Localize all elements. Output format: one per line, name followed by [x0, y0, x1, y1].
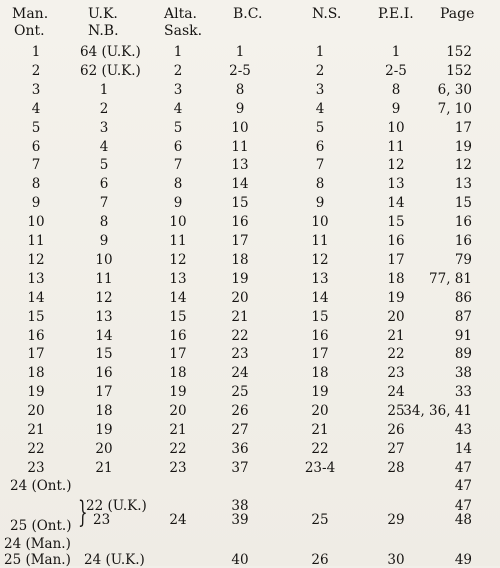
- cell-man-ont-row28: 25 (Man.): [4, 552, 71, 568]
- cell-alta-sask-row11: 11: [169, 233, 187, 249]
- cell-man-ont-row5: 5: [31, 119, 41, 136]
- cell-ns-row14: 14: [311, 289, 329, 306]
- cell-page-row2: 152: [446, 62, 472, 79]
- cell-alta-sask-row15: 15: [169, 308, 187, 325]
- cell-pei-row21: 26: [387, 422, 405, 438]
- cell-uk-nb-row16: 14: [95, 327, 113, 344]
- cell-man-ont-row27: 24 (Man.): [4, 536, 71, 552]
- cell-man-ont-row15: 15: [27, 308, 45, 325]
- cell-page-row5: 17: [454, 119, 472, 136]
- cell-uk-nb-row28: 24 (U.K.): [84, 552, 145, 568]
- cell-page-row7: 12: [454, 157, 472, 174]
- cell-bc-row2: 2-5: [229, 62, 251, 79]
- cell-pei-row20: 25: [387, 403, 405, 420]
- cell-page-row16: 91: [454, 327, 472, 344]
- cell-ns-row22: 22: [311, 440, 329, 457]
- cell-pei-row5: 10: [387, 119, 405, 136]
- cell-bc-row3: 8: [235, 81, 245, 98]
- cell-bc-row18: 24: [231, 365, 249, 382]
- cell-pei-row19: 24: [387, 384, 405, 401]
- cell-bc-row23: 37: [231, 459, 249, 476]
- cell-uk-nb-row13: 11: [95, 270, 113, 287]
- cell-man-ont-row23: 23: [27, 459, 45, 476]
- cell-pei-row17: 22: [387, 346, 405, 363]
- cell-pei-row23: 28: [387, 459, 405, 476]
- cell-ns-row6: 6: [315, 138, 325, 155]
- cell-man-ont-row7: 7: [31, 157, 41, 174]
- cell-alta-sask-row6: 6: [173, 138, 183, 155]
- header-nb: N.B.: [88, 23, 119, 39]
- header-man: Man.: [12, 6, 49, 22]
- cell-pei-row13: 18: [387, 270, 405, 287]
- cell-man-ont-row21: 21: [27, 422, 45, 438]
- cell-pei-row1: 1: [391, 44, 401, 60]
- cell-man-ont-row2: 2: [31, 62, 41, 79]
- header-page: Page: [440, 6, 475, 22]
- cell-ns-row28: 26: [311, 552, 329, 568]
- cell-alta-sask-row5: 5: [173, 119, 183, 136]
- cell-bc-row10: 16: [231, 214, 249, 231]
- cell-bc-row7: 13: [231, 157, 249, 174]
- cell-bc-row9: 15: [231, 195, 249, 212]
- cell-bc-row26: 39: [231, 512, 249, 528]
- cell-bc-row8: 14: [231, 176, 249, 193]
- cell-ns-row13: 13: [311, 270, 329, 287]
- cell-pei-row2: 2-5: [385, 62, 407, 79]
- cell-uk-nb-row4: 2: [99, 100, 109, 117]
- cell-ns-row21: 21: [311, 422, 329, 438]
- cell-alta-sask-row17: 17: [169, 346, 187, 363]
- cell-uk-nb-row15: 13: [95, 308, 113, 325]
- cell-bc-row19: 25: [231, 384, 249, 401]
- cell-pei-row28: 30: [387, 552, 405, 568]
- cell-pei-row9: 14: [387, 195, 405, 212]
- brace-glyph: }: [78, 495, 88, 530]
- cell-ns-row23: 23-4: [304, 459, 336, 476]
- cell-alta-sask-row19: 19: [169, 384, 187, 401]
- cell-page-row8: 13: [454, 176, 472, 193]
- cell-bc-row11: 17: [231, 233, 249, 249]
- cell-pei-row16: 21: [387, 327, 405, 344]
- cell-uk-nb-row14: 12: [95, 289, 113, 306]
- cell-pei-row14: 19: [387, 289, 405, 306]
- cell-ns-row4: 4: [315, 100, 325, 117]
- cell-alta-sask-row7: 7: [173, 157, 183, 174]
- cell-page-row24: 47: [454, 478, 472, 494]
- cell-page-row20: 34, 36, 41: [403, 403, 472, 420]
- cell-pei-row4: 9: [391, 100, 401, 117]
- cell-alta-sask-row23: 23: [169, 459, 187, 476]
- cell-ns-row7: 7: [315, 157, 325, 174]
- header-ns: N.S.: [312, 6, 342, 22]
- cell-pei-row10: 15: [387, 214, 405, 231]
- cell-man-ont-row10: 10: [27, 214, 45, 231]
- header-ont: Ont.: [14, 23, 45, 39]
- cell-ns-row11: 11: [311, 233, 329, 249]
- cell-alta-sask-row3: 3: [173, 81, 183, 98]
- cell-pei-row15: 20: [387, 308, 405, 325]
- cell-ns-row1: 1: [315, 44, 325, 60]
- header-bc: B.C.: [233, 6, 263, 22]
- cell-ns-row26: 25: [311, 512, 329, 528]
- cell-alta-sask-row2: 2: [173, 62, 183, 79]
- cell-ns-row19: 19: [311, 384, 329, 401]
- cell-alta-sask-row4: 4: [173, 100, 183, 117]
- cell-man-ont-row18: 18: [27, 365, 45, 382]
- cell-ns-row12: 12: [311, 251, 329, 268]
- cell-bc-row1: 1: [235, 44, 245, 60]
- cell-ns-row16: 16: [311, 327, 329, 344]
- cell-page-row28: 49: [454, 552, 472, 568]
- cell-uk-nb-row22: 20: [95, 440, 113, 457]
- cell-bc-row28: 40: [231, 552, 249, 568]
- cell-uk-nb-row5: 3: [99, 119, 109, 136]
- cell-ns-row5: 5: [315, 119, 325, 136]
- cell-uk-nb-row1: 64 (U.K.): [80, 44, 141, 60]
- cell-page-row6: 19: [454, 138, 472, 155]
- cell-alta-sask-row20: 20: [169, 403, 187, 420]
- cell-page-row3: 6, 30: [437, 81, 472, 98]
- cell-ns-row20: 20: [311, 403, 329, 420]
- cell-page-row25: 47: [454, 498, 472, 514]
- cell-man-ont-row24: 24 (Ont.): [10, 478, 72, 494]
- cell-man-ont-row3: 3: [31, 81, 41, 98]
- cell-page-row4: 7, 10: [437, 100, 472, 117]
- cell-page-row10: 16: [454, 214, 472, 231]
- header-uk: U.K.: [88, 6, 118, 22]
- cell-uk-nb-row3: 1: [99, 81, 109, 98]
- cell-bc-row5: 10: [231, 119, 249, 136]
- cell-man-ont-row14: 14: [27, 289, 45, 306]
- cell-pei-row7: 12: [387, 157, 405, 174]
- cell-ns-row2: 2: [315, 62, 325, 79]
- cell-alta-sask-row1: 1: [173, 44, 183, 60]
- cell-bc-row21: 27: [231, 422, 249, 438]
- cell-page-row18: 38: [454, 365, 472, 382]
- cell-bc-row25: 38: [231, 498, 249, 514]
- cell-bc-row15: 21: [231, 308, 249, 325]
- cell-alta-sask-row8: 8: [173, 176, 183, 193]
- cell-page-row11: 16: [454, 233, 472, 249]
- cell-bc-row4: 9: [235, 100, 245, 117]
- cell-uk-nb-row20: 18: [95, 403, 113, 420]
- cell-uk-nb-row18: 16: [95, 365, 113, 382]
- cell-alta-sask-row10: 10: [169, 214, 187, 231]
- cell-page-row22: 14: [454, 440, 472, 457]
- cell-pei-row22: 27: [387, 440, 405, 457]
- header-sask: Sask.: [164, 23, 203, 39]
- cell-man-ont-row22: 22: [27, 440, 45, 457]
- cell-ns-row18: 18: [311, 365, 329, 382]
- cell-ns-row8: 8: [315, 176, 325, 193]
- cell-uk-nb-row19: 17: [95, 384, 113, 401]
- cell-pei-row8: 13: [387, 176, 405, 193]
- cell-alta-sask-row21: 21: [169, 422, 187, 438]
- cell-page-row12: 79: [454, 251, 472, 268]
- cell-uk-nb-row2: 62 (U.K.): [80, 62, 141, 79]
- cell-uk-nb-row11: 9: [99, 233, 109, 249]
- cell-man-ont-row9: 9: [31, 195, 41, 212]
- cell-bc-row6: 11: [231, 138, 249, 155]
- cell-page-row23: 47: [454, 459, 472, 476]
- cell-uk-nb-row17: 15: [95, 346, 113, 363]
- cell-man-ont-row26: 25 (Ont.): [10, 518, 72, 534]
- cell-man-ont-row20: 20: [27, 403, 45, 420]
- cell-pei-row3: 8: [391, 81, 401, 98]
- cell-bc-row12: 18: [231, 251, 249, 268]
- cell-page-row13: 77, 81: [429, 270, 472, 287]
- cell-man-ont-row4: 4: [31, 100, 41, 117]
- cell-man-ont-row16: 16: [27, 327, 45, 344]
- cell-uk-nb-row26: 23: [93, 512, 111, 528]
- cell-alta-sask-row22: 22: [169, 440, 187, 457]
- cell-alta-sask-row26: 24: [169, 512, 187, 528]
- cell-alta-sask-row14: 14: [169, 289, 187, 306]
- cell-uk-nb-row6: 4: [99, 138, 109, 155]
- cell-pei-row26: 29: [387, 512, 405, 528]
- cell-man-ont-row19: 19: [27, 384, 45, 401]
- cell-man-ont-row8: 8: [31, 176, 41, 193]
- cell-uk-nb-row23: 21: [95, 459, 113, 476]
- cell-ns-row17: 17: [311, 346, 329, 363]
- cell-uk-nb-row10: 8: [99, 214, 109, 231]
- cell-page-row15: 87: [454, 308, 472, 325]
- cell-ns-row15: 15: [311, 308, 329, 325]
- cell-pei-row6: 11: [387, 138, 405, 155]
- cell-page-row17: 89: [454, 346, 472, 363]
- cell-uk-nb-row12: 10: [95, 251, 113, 268]
- cell-alta-sask-row12: 12: [169, 251, 187, 268]
- cell-bc-row14: 20: [231, 289, 249, 306]
- cell-bc-row22: 36: [231, 440, 249, 457]
- cell-uk-nb-row9: 7: [99, 195, 109, 212]
- cell-man-ont-row11: 11: [27, 233, 45, 249]
- cell-page-row1: 152: [446, 44, 472, 60]
- cell-page-row19: 33: [454, 384, 472, 401]
- cell-page-row21: 43: [454, 422, 472, 438]
- header-pei: P.E.I.: [378, 6, 414, 22]
- cell-ns-row9: 9: [315, 195, 325, 212]
- cell-ns-row3: 3: [315, 81, 325, 98]
- cell-bc-row20: 26: [231, 403, 249, 420]
- cell-uk-nb-row8: 6: [99, 176, 109, 193]
- cell-page-row26: 48: [454, 512, 472, 528]
- header-alta: Alta.: [164, 6, 198, 22]
- cell-bc-row16: 22: [231, 327, 249, 344]
- cell-man-ont-row17: 17: [27, 346, 45, 363]
- cell-man-ont-row6: 6: [31, 138, 41, 155]
- cell-alta-sask-row16: 16: [169, 327, 187, 344]
- cell-alta-sask-row18: 18: [169, 365, 187, 382]
- cell-uk-nb-row21: 19: [95, 422, 113, 438]
- cell-man-ont-row1: 1: [31, 44, 41, 60]
- cell-man-ont-row12: 12: [27, 251, 45, 268]
- cell-uk-nb-row7: 5: [99, 157, 109, 174]
- cell-bc-row17: 23: [231, 346, 249, 363]
- cell-bc-row13: 19: [231, 270, 249, 287]
- cell-ns-row10: 10: [311, 214, 329, 231]
- cell-pei-row12: 17: [387, 251, 405, 268]
- cell-page-row9: 15: [454, 195, 472, 212]
- cell-man-ont-row13: 13: [27, 270, 45, 287]
- cell-pei-row18: 23: [387, 365, 405, 382]
- cell-alta-sask-row9: 9: [173, 195, 183, 212]
- cell-alta-sask-row13: 13: [169, 270, 187, 287]
- cell-pei-row11: 16: [387, 233, 405, 249]
- cell-uk-nb-row25: 22 (U.K.): [86, 498, 147, 514]
- cell-page-row14: 86: [454, 289, 472, 306]
